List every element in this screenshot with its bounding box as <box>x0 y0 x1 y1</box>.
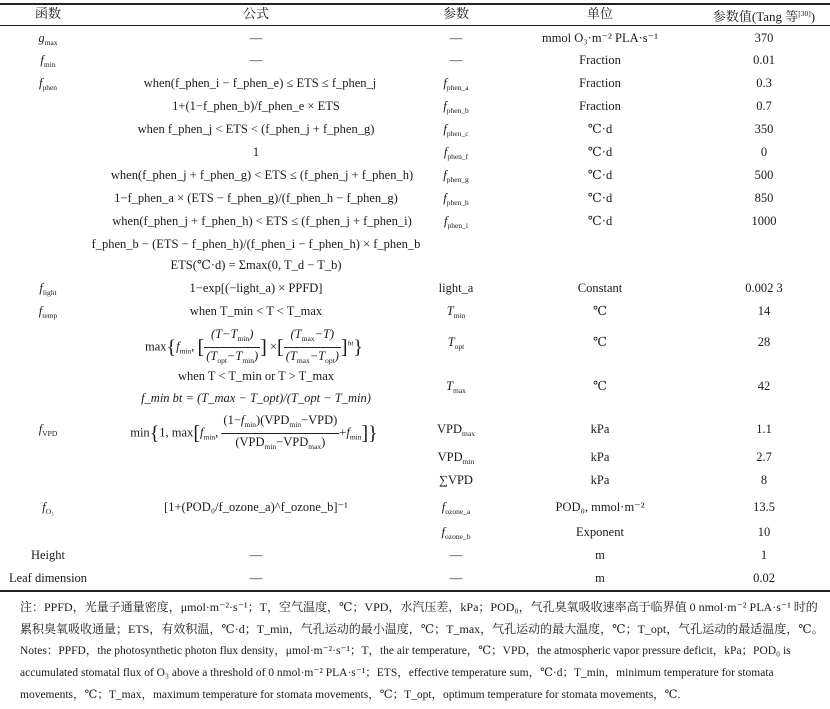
param-leaf-dimension: — <box>449 571 463 585</box>
func-fvpd: $f_{VPD}$ <box>38 422 58 438</box>
table-note-chinese: 注：PPFD，光量子通量密度，μmol·m⁻²·s⁻¹；T，空气温度，℃；VPD，水汽压差，kPa；POD₀，气孔臭氧吸收速率高于临界值 0 nmol·m⁻² PLA·s⁻¹ 时的累积臭氧吸收通量；ETS，有效积温，℃·d；T_min，气孔运动的最小温度，℃；T_max，气孔运动的最大温度，℃；T_opt，气孔运动的最适温度，℃。 <box>20 600 824 636</box>
param-ozone-b: $f_{ozone\_b}$ <box>441 525 471 541</box>
value-ozone-b: 10 <box>757 525 771 539</box>
unit-fphen-i: ℃·d <box>587 214 613 228</box>
formula-fphen-c: when f_phen_j < ETS < (f_phen_j + f_phen_g) <box>137 122 375 136</box>
func-fo3: $f_{O_3}$ <box>42 500 54 516</box>
unit-tmin: ℃ <box>593 304 607 318</box>
param-fphen-i: $f_{phen\_i}$ <box>444 214 468 230</box>
param-fphen-a: $f_{phen\_a}$ <box>443 76 469 92</box>
param-fphen-c: $f_{phen\_c}$ <box>443 122 469 138</box>
unit-fmin: Fraction <box>579 53 621 67</box>
unit-flight: Constant <box>577 281 623 295</box>
unit-tmax: ℃ <box>593 379 607 393</box>
param-vpdmin: $VPD_{min}$ <box>437 450 475 466</box>
unit-fphen-a: Fraction <box>579 76 621 90</box>
formula-ftemp: when T_min < T < T_max <box>189 304 323 318</box>
unit-fphen-h: ℃·d <box>587 191 613 205</box>
header-formula: 公式 <box>242 6 270 21</box>
table-header-rule <box>0 25 830 26</box>
func-fphen: $f_{phen}$ <box>38 76 58 92</box>
param-height: — <box>449 548 463 562</box>
formula-fphen-b: 1+(1−f_phen_b)/f_phen_e × ETS <box>172 99 340 113</box>
formula-fphen-g: when(f_phen_j + f_phen_g) < ETS ≤ (f_phen_j + f_phen_h) <box>110 168 414 182</box>
unit-ozone-a: POD₀, mmol·m⁻² <box>555 500 645 514</box>
formula-fphen-a: when(f_phen_i − f_phen_e) ≤ ETS ≤ f_phen_j <box>143 76 377 90</box>
unit-fphen-c: ℃·d <box>587 122 613 136</box>
value-ozone-a: 13.5 <box>753 500 775 514</box>
unit-vpdmin: kPa <box>590 450 610 464</box>
header-value: 参数值(Tang 等[30]) <box>712 9 816 24</box>
unit-gmax: mmol O₃·m⁻² PLA·s⁻¹ <box>541 31 659 45</box>
param-ozone-a: $f_{ozone\_a}$ <box>441 500 471 516</box>
formula-height: — <box>249 548 263 562</box>
formula-fphen-extra: f_phen_b − (ETS − f_phen_h)/(f_phen_i − f_phen_h) × f_phen_b <box>91 237 421 251</box>
func-leaf-dimension: Leaf dimension <box>8 571 88 585</box>
value-leaf-dimension: 0.02 <box>753 571 775 585</box>
unit-vpdmax: kPa <box>590 422 610 436</box>
unit-fphen-g: ℃·d <box>587 168 613 182</box>
param-fphen-b: $f_{phen\_b}$ <box>443 99 469 115</box>
formula-gmax: — <box>249 31 263 45</box>
param-vpdmax: $VPD_{max}$ <box>437 422 475 438</box>
formula-ets: ETS(℃·d) = Σmax(0, T_d − T_b) <box>170 258 342 272</box>
func-fmin: $f_{min}$ <box>40 53 56 69</box>
param-gmax: — <box>449 31 463 45</box>
formula-leaf-dimension: — <box>249 571 263 585</box>
formula-fo3: [1+(POD₀/f_ozone_a)^f_ozone_b]⁻¹ <box>164 500 348 514</box>
param-fmin: — <box>449 53 463 67</box>
value-vpdmax: 1.1 <box>756 422 772 436</box>
value-vpdmin: 2.7 <box>756 450 772 464</box>
formula-flight: 1−exp[(−light_a) × PPFD] <box>189 281 323 295</box>
value-fphen-b: 0.7 <box>756 99 772 113</box>
value-fmin: 0.01 <box>753 53 775 67</box>
value-tmax: 42 <box>757 379 771 393</box>
value-height: 1 <box>760 548 768 562</box>
value-fphen-c: 350 <box>754 122 774 136</box>
value-flight: 0.002 3 <box>745 281 783 295</box>
header-function: 函数 <box>34 6 62 21</box>
formula-ftemp-fraction: $\max\{f_{min}$, [ $\frac{(T-T_{min})}{(T_{opt}-T_{min})}$ ] ×[ $\frac{(T_{max}-T)}{(T_{max}-T_{opt})}$ ]$^{bt}$} <box>144 327 364 365</box>
unit-fphen-b: Fraction <box>579 99 621 113</box>
param-sumvpd: ∑VPD <box>439 473 473 487</box>
unit-fphen-f: ℃·d <box>587 145 613 159</box>
formula-fmin: — <box>249 53 263 67</box>
value-sumvpd: 8 <box>760 473 768 487</box>
param-fphen-g: $f_{phen\_g}$ <box>443 168 469 184</box>
value-fphen-a: 0.3 <box>756 76 772 90</box>
formula-fvpd: min{1, $\max[f_{min}$, $\frac{(1-f_{min})(VPD_{min}-VPD)}{(VPD_{min}-VPD_{max})}$ $+f_{min}$]} <box>130 413 378 451</box>
formula-ftemp-when: when T < T_min or T > T_max <box>177 369 335 383</box>
unit-leaf-dimension: m <box>595 571 605 585</box>
table-top-rule <box>0 3 830 5</box>
param-tmin: $T_{min}$ <box>446 304 466 320</box>
value-gmax: 370 <box>754 31 774 45</box>
value-fphen-f: 0 <box>760 145 768 159</box>
param-tmax: $T_{max}$ <box>446 379 466 395</box>
formula-fphen-f: 1 <box>252 145 260 159</box>
value-fphen-h: 850 <box>754 191 774 205</box>
formula-fphen-h: 1−f_phen_a × (ETS − f_phen_g)/(f_phen_h − f_phen_g) <box>114 191 398 205</box>
value-topt: 28 <box>757 335 771 349</box>
func-height: Height <box>30 548 66 562</box>
value-fphen-g: 500 <box>754 168 774 182</box>
value-fphen-i: 1000 <box>751 214 777 228</box>
table-note-english: Notes：PPFD，the photosynthetic photon flux density，μmol·m⁻²·s⁻¹；T，the air temperature，℃；VPD，the atmospheric vapor pressure deficit，kPa；POD₀ is accumulated stomatal flux of O₃ above a threshold of 0 nmol·m⁻² PLA·s⁻¹；ETS，effective temperature sum，℃·d；T_min，minimum temperature for stomata movements，℃；T_max，maximum temperature for stomata movements，℃；T_opt，optimum temperature for stomata movements，℃. <box>20 645 791 701</box>
func-gmax: $g_{max}$ <box>38 31 58 47</box>
func-flight: $f_{light}$ <box>39 281 57 297</box>
param-flight: light_a <box>438 281 474 295</box>
param-topt: $T_{opt}$ <box>447 335 465 351</box>
param-fphen-f: $f_{phen\_f}$ <box>443 145 469 161</box>
formula-fphen-i: when(f_phen_j + f_phen_h) < ETS ≤ (f_phen_j + f_phen_i) <box>112 214 412 228</box>
param-fphen-h: $f_{phen\_h}$ <box>443 191 469 207</box>
func-ftemp: $f_{temp}$ <box>38 304 58 320</box>
value-tmin: 14 <box>757 304 771 318</box>
header-unit: 单位 <box>586 6 614 21</box>
unit-sumvpd: kPa <box>590 473 610 487</box>
unit-topt: ℃ <box>593 335 607 349</box>
unit-height: m <box>595 548 605 562</box>
header-parameter: 参数 <box>442 6 470 21</box>
unit-ozone-b: Exponent <box>576 525 624 539</box>
formula-ftemp-bt: f_min bt = (T_max − T_opt)/(T_opt − T_min) <box>141 391 371 405</box>
table-bottom-rule <box>0 590 830 592</box>
